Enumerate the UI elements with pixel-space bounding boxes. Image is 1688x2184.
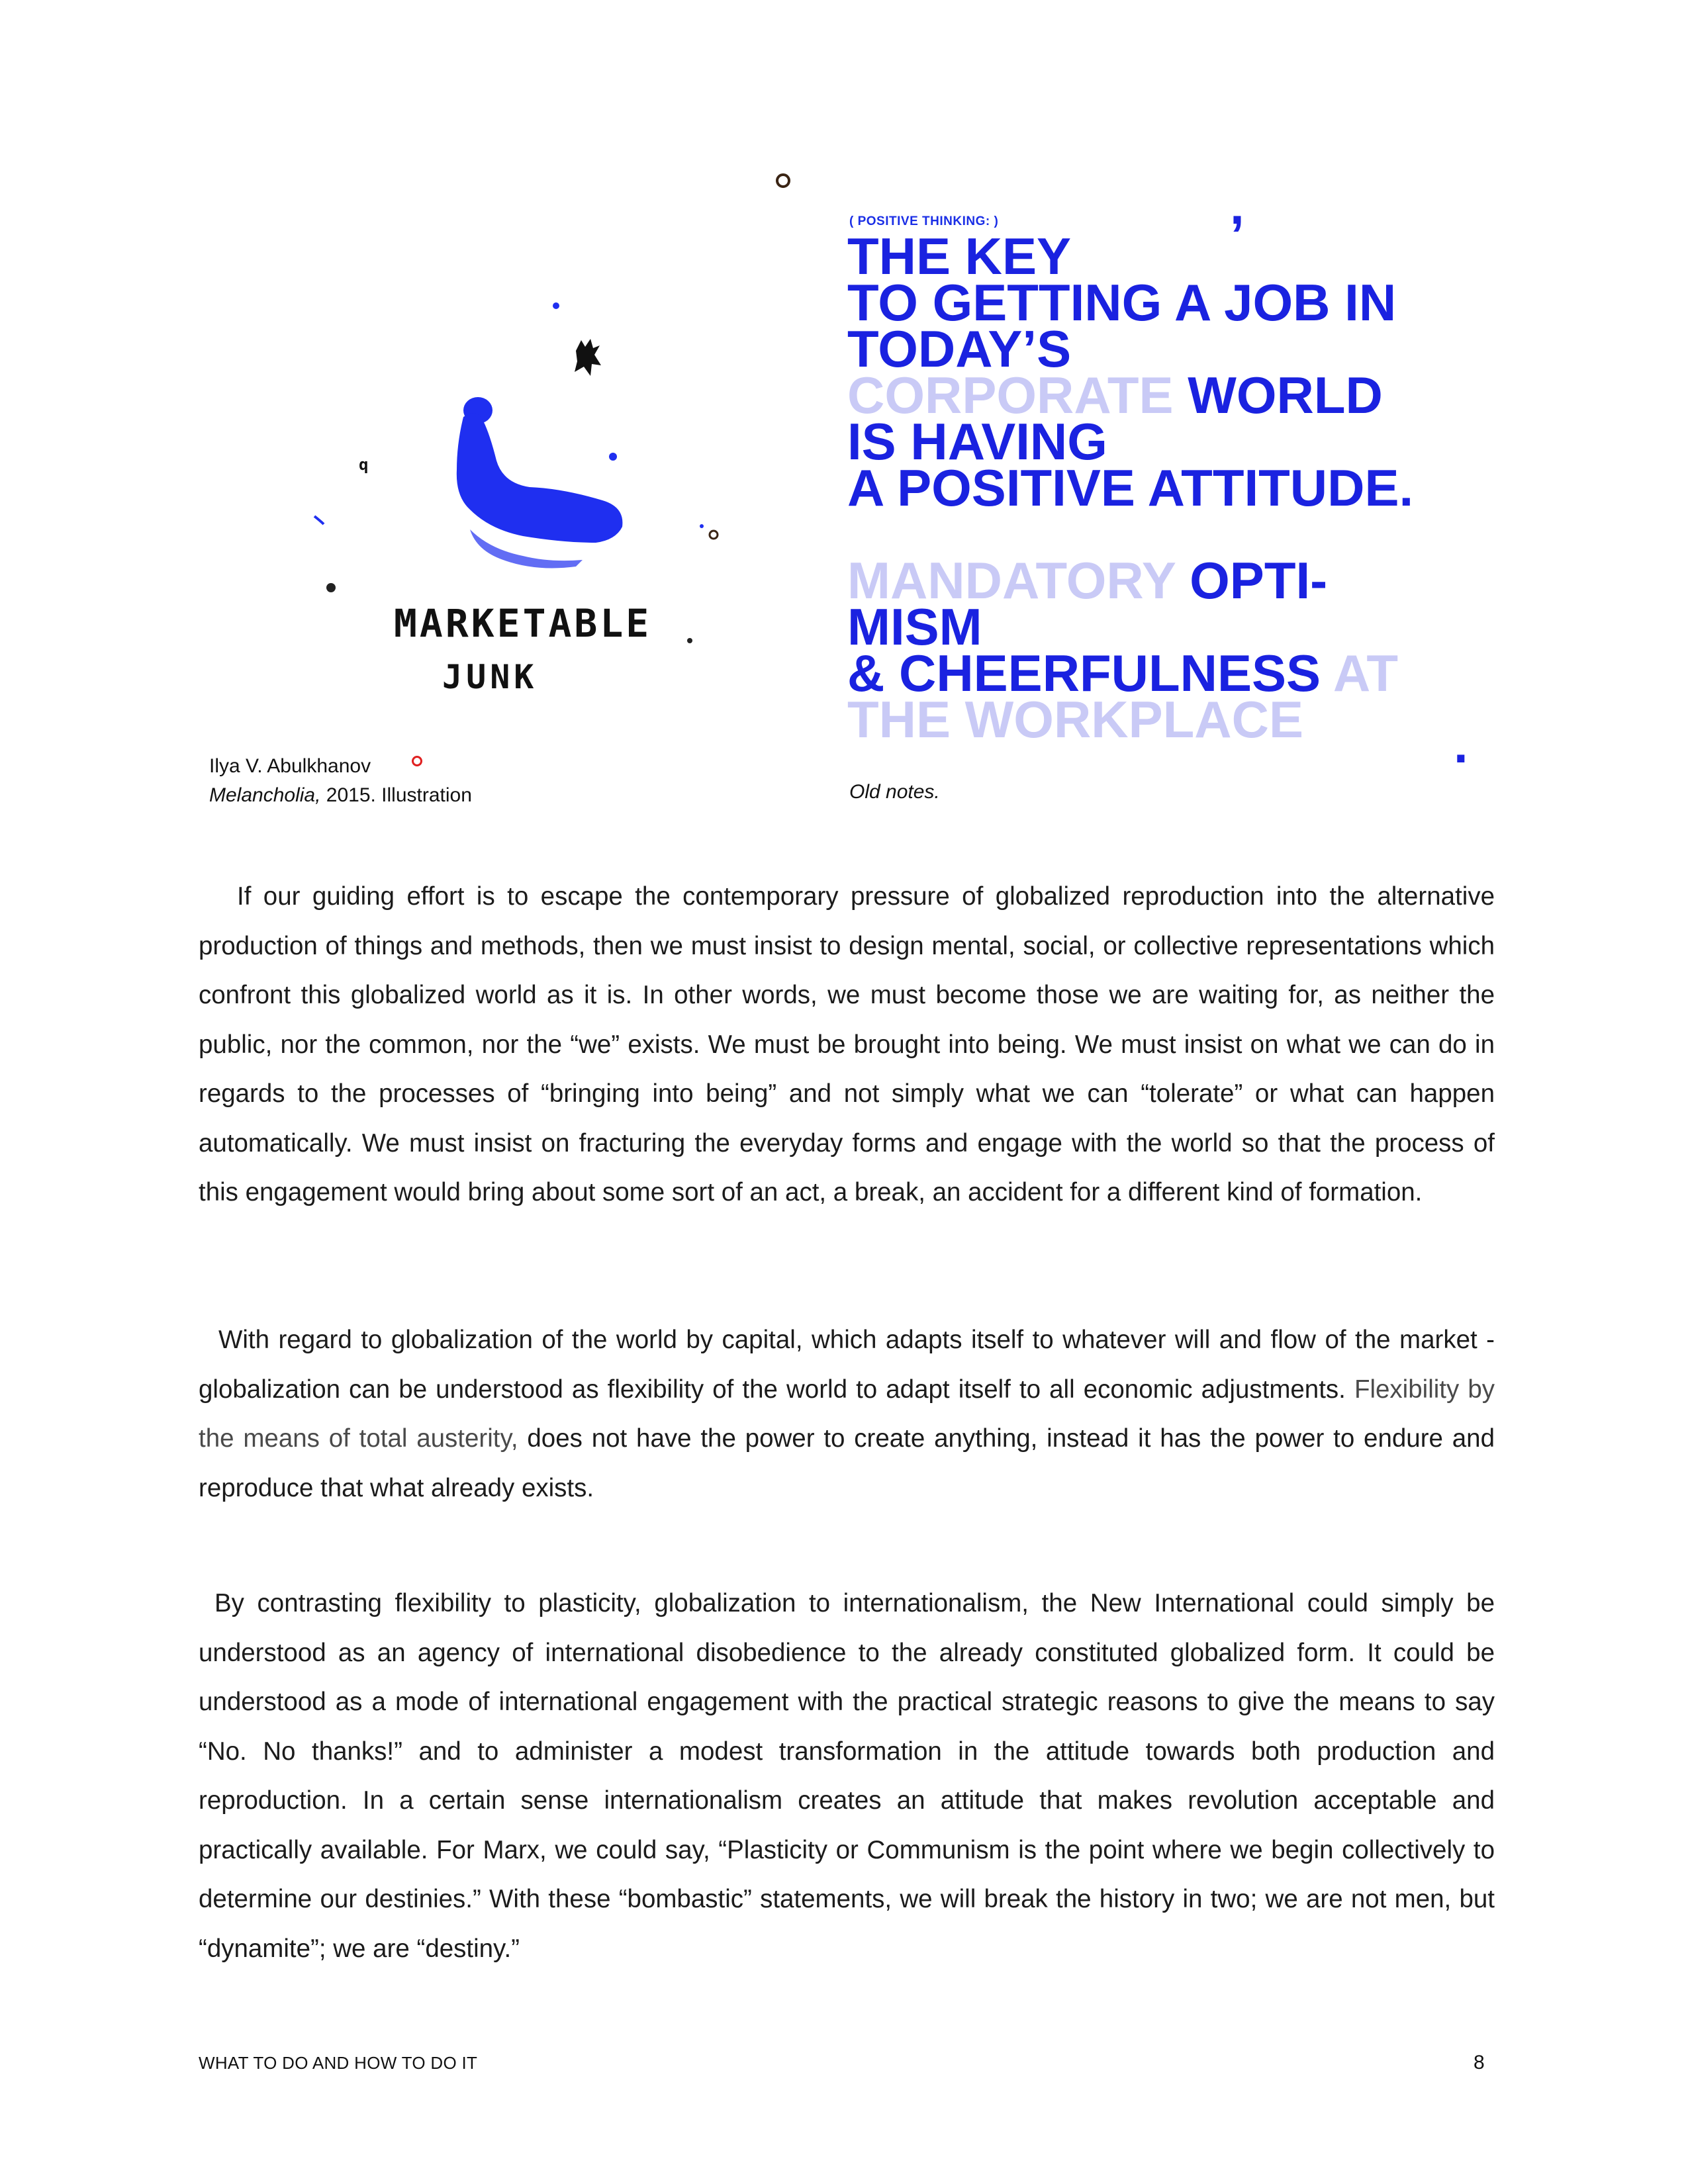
illustration-marketable-junk <box>285 159 722 728</box>
body-paragraph-2 <box>199 1316 1495 1513</box>
headline-pale-word: AT <box>1321 644 1399 702</box>
blue-stroke <box>314 516 324 524</box>
caption-details: 2015. Illustration <box>320 784 472 806</box>
headline-line <box>847 366 1413 424</box>
headline-dark-word: OPTI- <box>1175 551 1328 610</box>
body-paragraph-2-text-b: does not have the power to create anything, instead it has the power to endure and reproduce that what already exists. <box>199 1424 1495 1502</box>
headline-line: A POSITIVE ATTITUDE. <box>847 459 1414 517</box>
headline-notes: Old notes. <box>849 781 940 803</box>
black-dot <box>687 638 692 643</box>
headline-comma: , <box>1230 177 1244 235</box>
blue-dot <box>553 302 559 309</box>
body-paragraph-3: By contrasting flexibility to plasticity, globalization to internationalism, the New International could simply be understood as an agency of international disobedience to the already constituted globalized form. It could be understood as a mode of international engagement with the practical strategic reasons to give the means to say “No. No thanks!” and to administer a modest transformation in the attitude towards both production and reproduction. In a certain sense internationalism creates an attitude that makes revolution acceptable and practically available. For Marx, we could say, “Plasticity or Communism is the point where we begin collectively to determine our destinies.” With these “bombastic” statements, we will break the history in two; we are not men, but “dynamite”; we are “destiny.” <box>199 1589 1495 1963</box>
body-paragraph-1: If our guiding effort is to escape the contemporary pressure of globalized reproduction into the alternative production of things and methods, then we must insist to design mental, social, or collective representations which confront this globalized world as it is. In other words, we must become those we are waiting for, as neither the public, nor the common, nor the “we” exists. We must be brought into being. We must insist on what we can do in regards to the processes of “bringing into being” and not simply what we can “tolerate” or what can happen automatically. We must insist on fracturing the everyday forms and engage with the world so that the process of this engagement would bring about some sort of an act, a break, an accident for a different kind of formation. <box>199 882 1495 1206</box>
caption-title-line <box>209 781 472 810</box>
body-paragraph-2-grey: Flexibility by the means of total austerity, <box>199 1375 1495 1453</box>
headline-spacer <box>847 511 1413 557</box>
footer-page-number: 8 <box>1474 2052 1485 2073</box>
headline-dark-word: WORLD <box>1173 366 1383 424</box>
headline-period: . <box>1454 715 1468 774</box>
drawn-text-marketable: MARKETABLE <box>394 601 652 646</box>
illustration-caption <box>209 752 472 810</box>
blue-dot <box>609 453 617 461</box>
body-paragraph-2-text-a: With regard to globalization of the world by capital, which adapts itself to whatever will and flow of the market - globalization can be understood as flexibility of the world to adapt itself to all economic adjustments. <box>199 1326 1495 1404</box>
headline-line: THE KEY <box>847 227 1072 285</box>
blue-dot <box>700 524 704 528</box>
headline-line: IS HAVING <box>847 412 1107 471</box>
caption-author: Ilya V. Abulkhanov <box>209 755 371 777</box>
black-dot <box>326 583 336 592</box>
headline-line: TO GETTING A JOB IN <box>847 273 1397 332</box>
blue-ink-figure <box>457 397 623 568</box>
headline-line: TODAY’S <box>847 320 1072 378</box>
footer-title: WHAT TO DO AND HOW TO DO IT <box>199 2053 478 2073</box>
headline-line: MISM <box>847 598 982 656</box>
headline-dark-word: & CHEERFULNESS <box>847 644 1321 702</box>
small-mark: q <box>359 455 369 474</box>
headline-line <box>847 644 1413 702</box>
headline-kicker: ( POSITIVE THINKING: ) <box>849 214 999 228</box>
circle-mark-top <box>776 173 790 188</box>
caption-work-title: Melancholia, <box>209 784 321 806</box>
black-figure <box>575 339 601 376</box>
headline-pale-word: CORPORATE <box>847 366 1174 424</box>
small-circle-mark <box>710 531 718 539</box>
headline-pale-word: MANDATORY <box>847 551 1176 610</box>
headline-line: THE WORKPLACE <box>847 690 1303 749</box>
headline-line <box>847 551 1413 610</box>
headline-block <box>847 227 1414 749</box>
drawn-text-junk: JUNK <box>442 658 538 696</box>
